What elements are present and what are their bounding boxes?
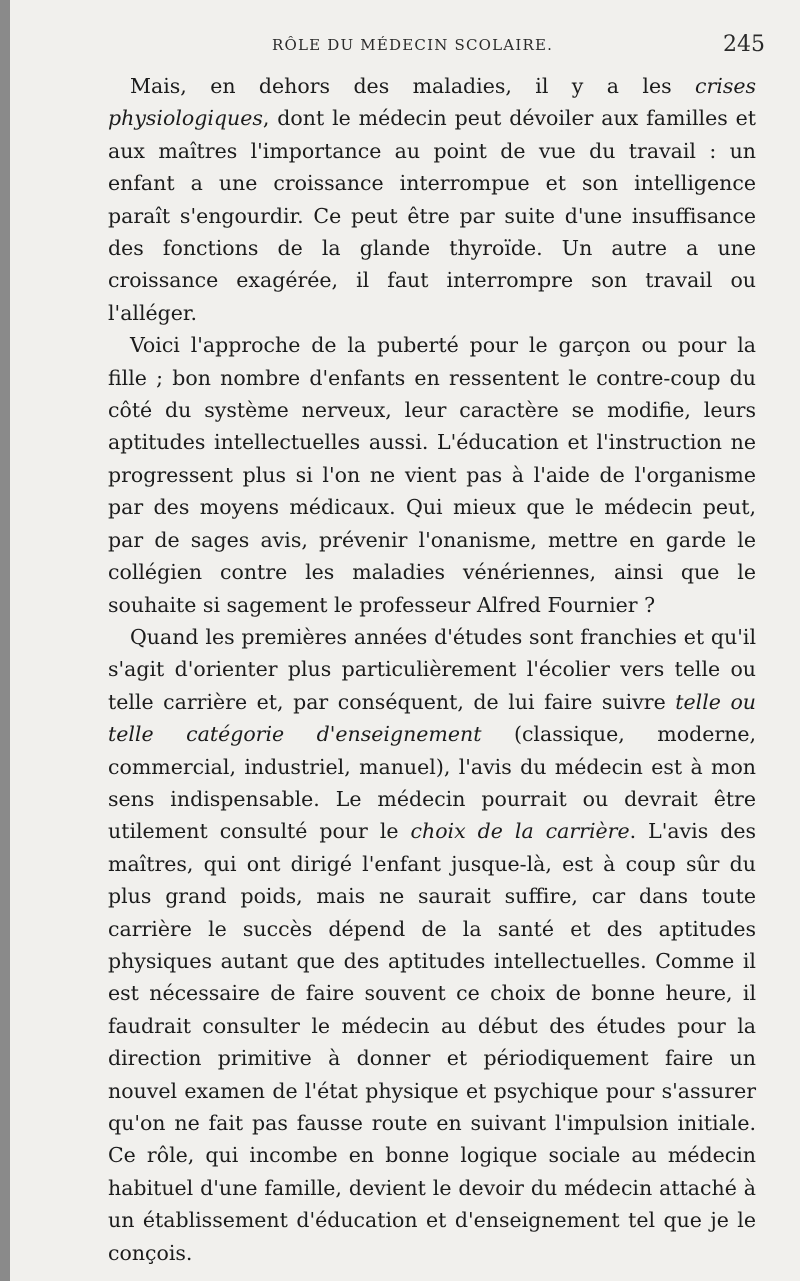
italic-term: telle ou telle catégorie d'enseignement <box>108 689 756 747</box>
text-span: . L'avis des maîtres, qui ont dirigé l'enfant jusque-là, est à coup sûr du plus grand poids, mais ne saurait suffire, car dans toute carrière le succès dépend de la santé et des aptitudes physiques autant que des aptitudes intellectuelles. Comme il est nécessaire de faire souvent ce choix de bonne heure, il faudrait consulter le médecin au début des études pour la direction primitive à donner et périodiquement faire un nouvel examen de l'état physique et psychique pour s'assurer qu'on ne fait pas fausse route en suivant l'impulsion initiale. Ce rôle, qui incombe en bonne logique sociale au médecin habituel d'une famille, devient le devoir du médecin attaché à un établissement d'éducation et d'enseignement tel que je le conçois. <box>108 819 757 1265</box>
paragraph-1 <box>108 70 756 329</box>
running-title: RÔLE DU MÉDECIN SCOLAIRE. <box>272 36 554 54</box>
text-span: , dont le médecin peut dévoiler aux familles et aux maîtres l'importance au point de vue du travail : un enfant a une croissance interrompue et son intelligence paraît s'engourdir. Ce peut être par suite d'une insuffisance des fonctions de la glande thyroïde. Un autre a une croissance exagérée, il faut interrompre son travail ou l'alléger. <box>108 106 756 325</box>
page-number: 245 <box>723 32 765 57</box>
page-header <box>10 32 800 62</box>
italic-term: crises physiologiques <box>108 74 756 131</box>
body-text <box>108 70 756 1269</box>
text-span: (classique, moderne, commercial, industriel, manuel), l'avis du médecin est à mon sens indispensable. Le médecin pourrait ou devrait être utilement consulté pour le <box>108 722 756 844</box>
text-span: Voici l'approche de la puberté pour le garçon ou pour la fille ; bon nombre d'enfants en ressentent le contre-coup du côté du système nerveux, leur caractère se modifie, leurs aptitudes intellectuelles aussi. L'éducation et l'instruction ne progressent plus si l'on ne vient pas à l'aide de l'organisme par des moyens médicaux. Qui mieux que le médecin peut, par de sages avis, prévenir l'onanisme, mettre en garde le collégien contre les maladies vénériennes, ainsi que le souhaite si sagement le professeur Alfred Fournier ? <box>108 333 756 617</box>
text-span: Mais, en dehors des maladies, il y a les <box>130 74 695 98</box>
book-page <box>10 0 800 1281</box>
paragraph-3 <box>108 621 756 1269</box>
text-span: Quand les premières années d'études sont franchies et qu'il s'agit d'orienter plus particulièrement l'écolier vers telle ou telle carrière et, par conséquent, de lui faire suivre <box>108 624 756 714</box>
paragraph-2 <box>108 329 756 621</box>
italic-term: choix de la carrière <box>410 819 630 844</box>
